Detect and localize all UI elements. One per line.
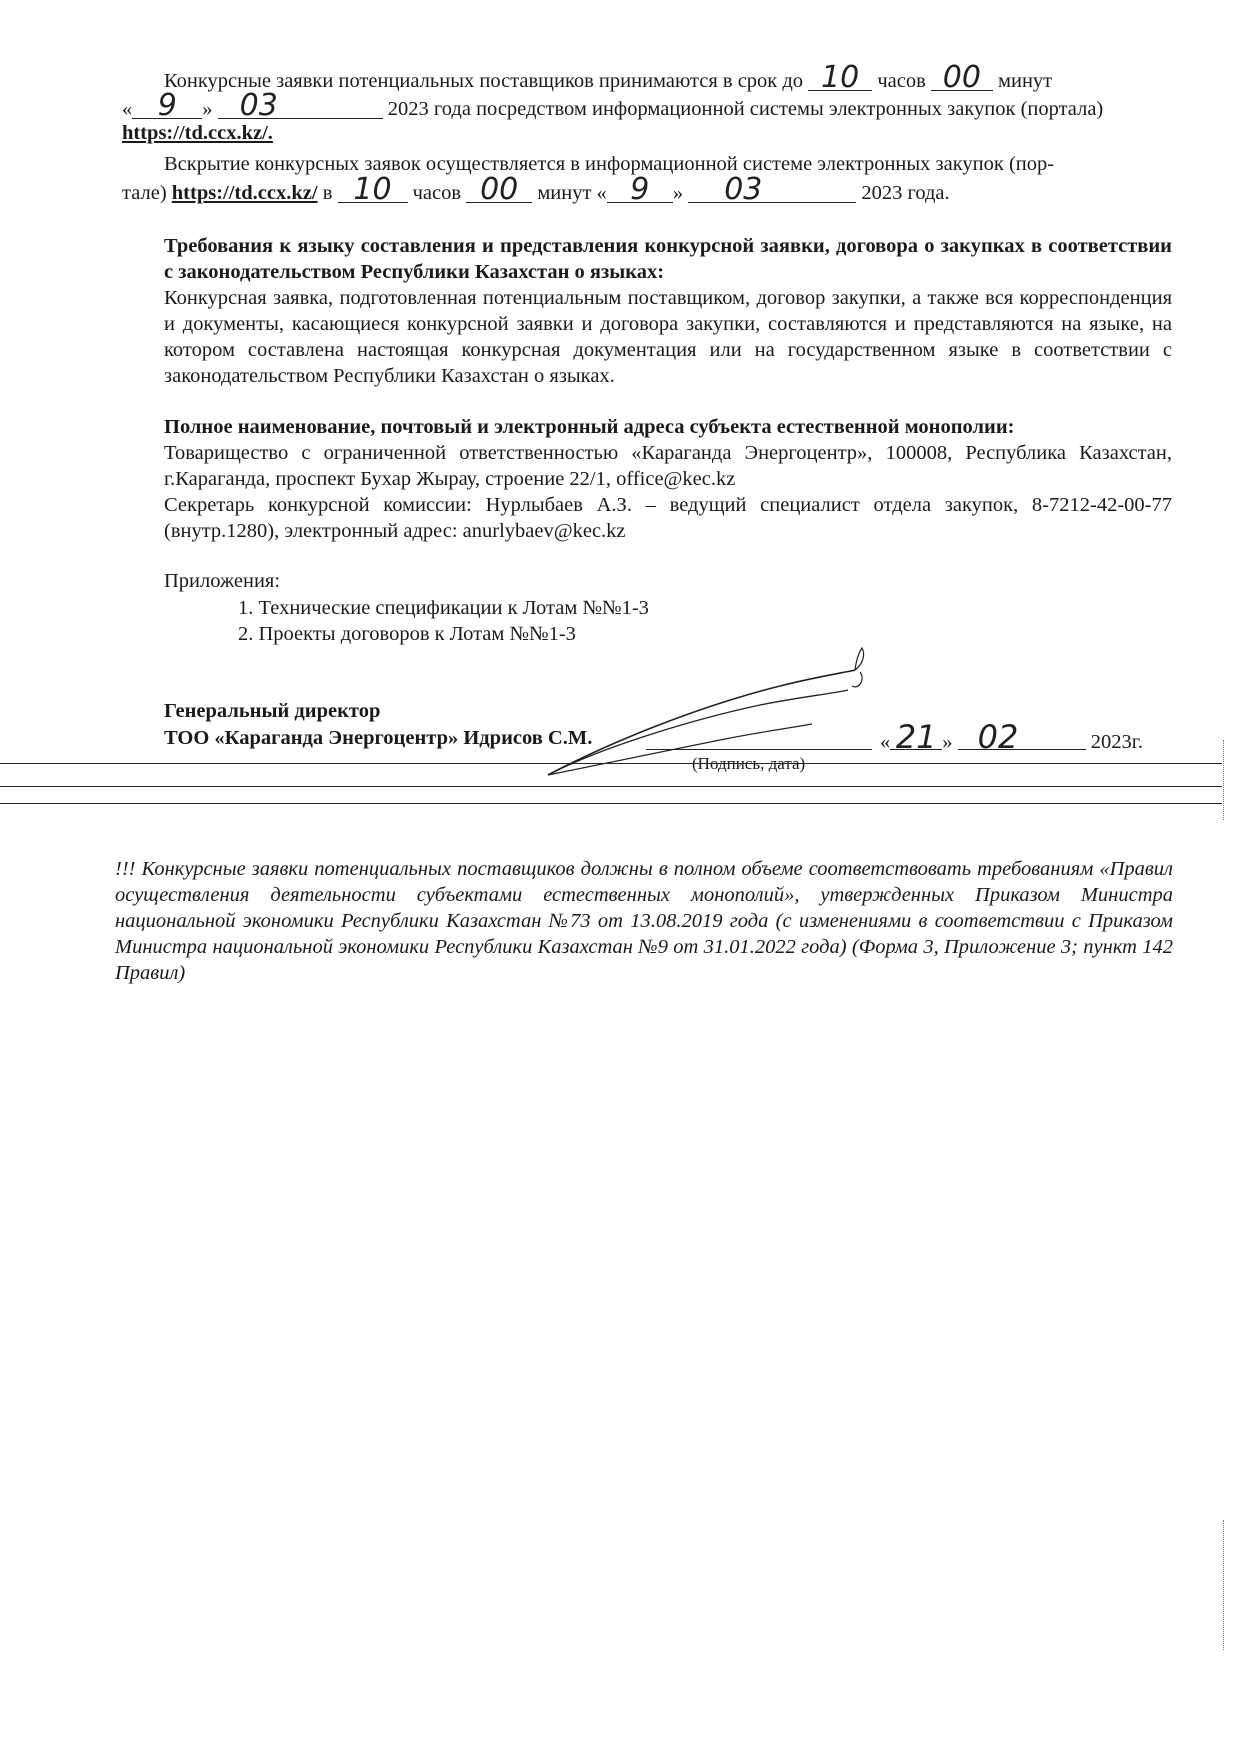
handwritten-open-month: 03 bbox=[688, 178, 856, 203]
appendix-item: 2. Проекты договоров к Лотам №№1-3 bbox=[238, 623, 576, 645]
sign-year: 2023г. bbox=[1090, 731, 1143, 753]
portal-link-2[interactable]: https://td.ccx.kz/ bbox=[171, 182, 318, 204]
portal-link[interactable]: https://td.ccx.kz/. bbox=[122, 122, 273, 144]
hours-label: часов bbox=[877, 70, 926, 92]
signatory-name: ТОО «Караганда Энергоцентр» Идрисов С.М. bbox=[164, 727, 593, 749]
handwritten-day: 9 bbox=[132, 94, 202, 119]
handwritten-open-minute: 00 bbox=[466, 178, 532, 203]
opening-text: Вскрытие конкурсных заявок осуществляется в информационной системе электронных закупок (пор- bbox=[164, 153, 1055, 175]
handwritten-sign-month: 02 bbox=[958, 725, 1086, 750]
handwritten-open-hour: 10 bbox=[338, 178, 408, 203]
date-quote-close: » bbox=[942, 731, 953, 753]
submission-text-2: 2023 года посредством информационной системы электронных закупок (портала) bbox=[387, 98, 1104, 120]
language-heading: Требования к языку составления и представления конкурсной заявки, договора о закупках в соответствии с законодательством Республики Казахстан о языках: bbox=[164, 235, 1172, 283]
handwritten-sign-day: 21 bbox=[890, 725, 942, 750]
in-label: в bbox=[322, 182, 333, 204]
handwritten-month: 03 bbox=[218, 94, 383, 119]
entity-heading: Полное наименование, почтовый и электронный адреса субъекта естественной монополии: bbox=[164, 416, 1015, 438]
handwritten-minute: 00 bbox=[931, 66, 993, 91]
horizontal-rule bbox=[0, 803, 1222, 804]
minutes-label: минут bbox=[998, 70, 1053, 92]
appendix-title: Приложения: bbox=[164, 570, 281, 592]
quote-close: » bbox=[202, 98, 213, 120]
signatory-title: Генеральный директор bbox=[164, 700, 381, 722]
opening-text-2: тале) bbox=[122, 182, 167, 204]
open-hours-label: часов bbox=[412, 182, 462, 204]
scan-edge-mark bbox=[1223, 1520, 1224, 1650]
submission-text: Конкурсные заявки потенциальных поставщиков принимаются в срок до bbox=[164, 70, 804, 92]
opening-year: 2023 года. bbox=[861, 182, 950, 204]
scan-edge-mark bbox=[1223, 740, 1224, 820]
handwritten-hour: 10 bbox=[808, 66, 872, 91]
open-minutes-label: минут « bbox=[537, 182, 607, 204]
horizontal-rule bbox=[0, 786, 1222, 787]
handwritten-open-day: 9 bbox=[607, 178, 673, 203]
quote-open: « bbox=[122, 98, 133, 120]
compliance-note: !!! Конкурсные заявки потенциальных поставщиков должны в полном объеме соответствовать требованиям «Правил осуществления деятельности субъектами естественных монополий», утвержденных Приказом Министра национальной экономики Республики Казахстан №73 от 13.08.2019 года (с изменениями в соответствии с Приказом Министра национальной экономики Республики Казахстан №9 от 31.01.2022 года) (Форма 3, Приложение 3; пункт 142 Правил) bbox=[115, 858, 1173, 984]
signature-caption: (Подпись, дата) bbox=[692, 754, 806, 773]
date-quote-open: « bbox=[880, 731, 891, 753]
secretary-info: Секретарь конкурсной комиссии: Нурлыбаев А.З. – ведущий специалист отдела закупок, 8-7212-42-00-77 (внутр.1280), электронный адрес: anurlybaev@kec.kz bbox=[164, 494, 1172, 542]
appendix-item: 1. Технические спецификации к Лотам №№1-3 bbox=[238, 597, 649, 619]
quote-close-2: » bbox=[672, 182, 684, 204]
entity-body: Товарищество с ограниченной ответственностью «Караганда Энергоцентр», 100008, Республика Казахстан, г.Караганда, проспект Бухар Жырау, строение 22/1, office@kec.kz bbox=[164, 442, 1172, 490]
language-body: Конкурсная заявка, подготовленная потенциальным поставщиком, договор закупки, а также вся корреспонденция и документы, касающиеся конкурсной заявки и договора закупки, составляются и представляются на языке, на котором составлена настоящая конкурсная документация или на государственном языке в соответствии с законодательством Республики Казахстан о языках. bbox=[164, 287, 1172, 387]
horizontal-rule bbox=[0, 763, 1222, 764]
